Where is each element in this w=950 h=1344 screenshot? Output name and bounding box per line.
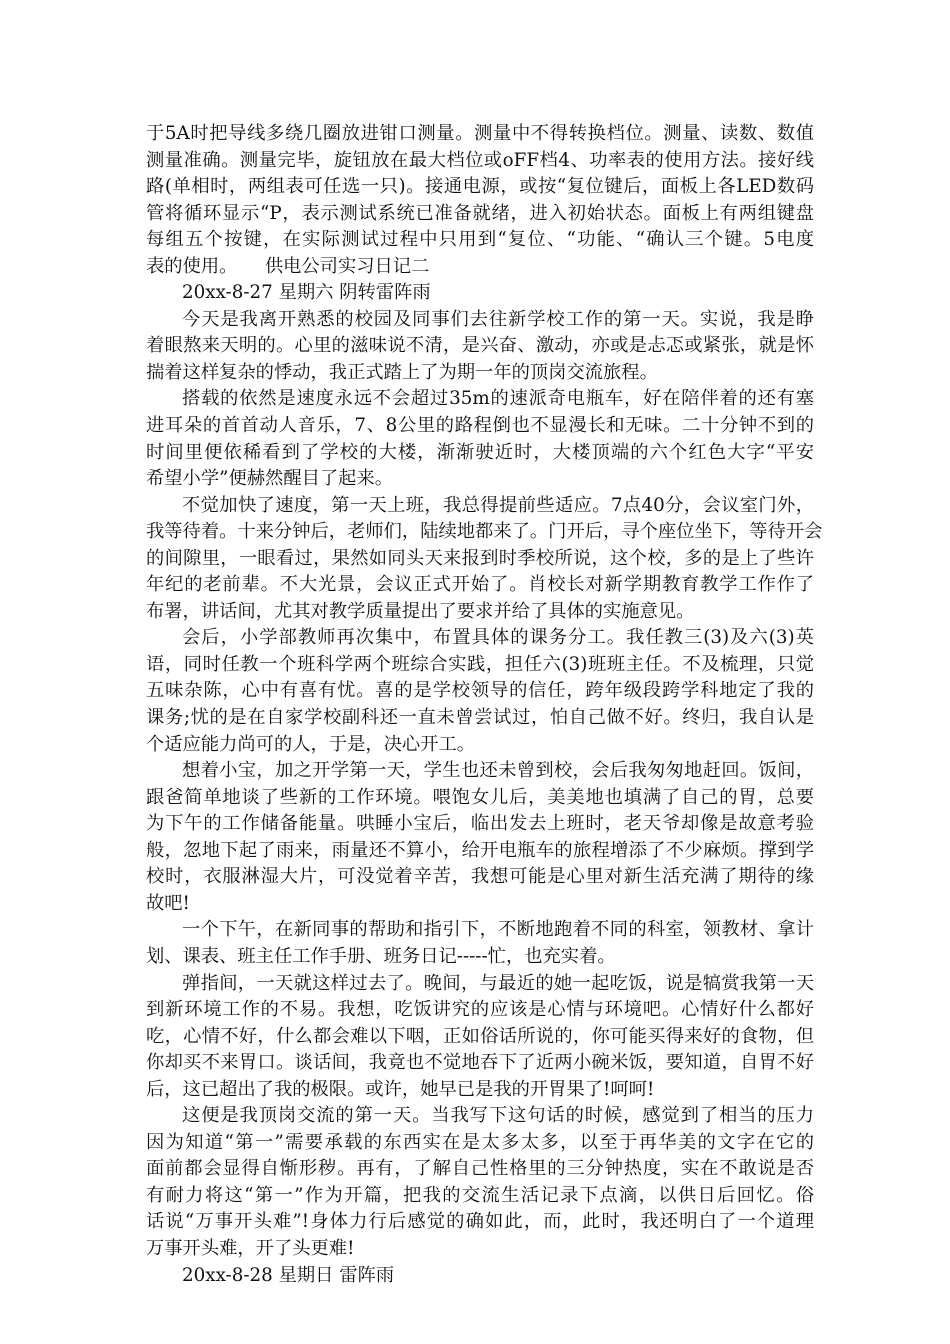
text-line: 话说“万事开头难”!身体力行后感觉的确如此，而，此时，我还明白了一个道理 — [146, 1211, 814, 1233]
text-line: 五味杂陈，心中有喜有忧。喜的是学校领导的信任，跨年级段跨学科地定了我的 — [146, 680, 814, 702]
text-line: 的间隙里，一眼看过，果然如同头天来报到时季校所说，这个校，多的是上了些许 — [146, 547, 814, 569]
text-line: 表的使用。 供电公司实习日记二 — [146, 255, 430, 277]
text-line: 今天是我离开熟悉的校园及同事们去往新学校工作的第一天。实说，我是睁 — [182, 308, 814, 330]
text-line: 有耐力将这“第一”作为开篇，把我的交流生活记录下点滴，以供日后回忆。俗 — [146, 1184, 814, 1206]
text-line: 着眼熬来天明的。心里的滋味说不清，是兴奋、激动，亦或是忐忑或紧张，就是怀 — [146, 335, 814, 357]
text-line: 个适应能力尚可的人，于是，决心开工。 — [146, 733, 476, 755]
text-line: 弹指间，一天就这样过去了。晚间，与最近的她一起吃饭，说是犒赏我第一天 — [182, 972, 814, 994]
text-line: 般，忽地下起了雨来，雨量还不算小，给开电瓶车的旅程增添了不少麻烦。撑到学 — [146, 839, 814, 861]
text-line: 划、课表、班主任工作手册、班务日记-----忙，也充实着。 — [146, 945, 616, 967]
text-line: 后，这已超出了我的极限。或许，她早已是我的开胃果了!呵呵! — [146, 1078, 655, 1100]
text-line: 不觉加快了速度，第一天上班，我总得提前些适应。7点40分，会议室门外， — [182, 494, 814, 516]
text-line: 时间里便依稀看到了学校的大楼，渐渐驶近时，大楼顶端的六个红色大字“平安 — [146, 441, 814, 463]
document-body — [146, 121, 823, 1289]
text-line: 揣着这样复杂的悸动，我正式踏上了为期一年的顶岗交流旅程。 — [146, 361, 658, 383]
text-line: 年纪的老前辈。不大光景，会议正式开始了。肖校长对新学期教育教学工作作了 — [146, 574, 814, 596]
text-line: 管将循环显示“P，表示测试系统已准备就绪，进入初始状态。面板上有两组键盘 — [146, 202, 814, 224]
text-line: 语，同时任教一个班科学两个班综合实践，担任六(3)班班主任。不及梳理，只觉 — [146, 653, 814, 675]
text-line: 布署，讲话间，尤其对教学质量提出了要求并给了具体的实施意见。 — [146, 600, 695, 622]
text-line: 因为知道“第一”需要承载的东西实在是太多太多，以至于再华美的文字在它的 — [146, 1131, 814, 1153]
text-line: 到新环境工作的不易。我想，吃饭讲究的应该是心情与环境吧。心情好什么都好 — [146, 999, 814, 1021]
text-line: 希望小学”便赫然醒目了起来。 — [146, 468, 394, 490]
text-line: 跟爸简单地谈了些新的工作环境。喂饱女儿后，美美地也填满了自己的胃，总要 — [146, 786, 814, 808]
text-line: 进耳朵的首首动人音乐，7、8公里的路程倒也不显漫长和无味。二十分钟不到的 — [146, 415, 814, 437]
text-line: 课务;忧的是在自家学校副科还一直未曾尝试过，怕自己做不好。终归，我自认是 — [146, 707, 814, 729]
text-line: 校时，衣服淋湿大片，可没觉着辛苦，我想可能是心里对新生活充满了期待的缘 — [146, 866, 814, 888]
text-line: 测量准确。测量完毕，旋钮放在最大档位或oFF档4、功率表的使用方法。接好线 — [146, 149, 814, 171]
text-line: 面前都会显得自惭形秽。再有，了解自己性格里的三分钟热度，实在不敢说是否 — [146, 1158, 814, 1180]
text-line: 这便是我顶岗交流的第一天。当我写下这句话的时候，感觉到了相当的压力 — [182, 1105, 814, 1127]
text-line: 我等待着。十来分钟后，老师们，陆续地都来了。门开后，寻个座位坐下，等待开会 — [146, 521, 823, 543]
text-line: 于5A时把导线多绕几圈放进钳口测量。测量中不得转换档位。测量、读数、数值 — [146, 123, 814, 144]
text-line: 你却买不来胃口。谈话间，我竟也不觉地吞下了近两小碗米饭，要知道，自胃不好 — [146, 1052, 814, 1074]
text-line: 会后，小学部教师再次集中，布置具体的课务分工。我任教三(3)及六(3)英 — [182, 627, 814, 649]
text-line: 想着小宝，加之开学第一天，学生也还未曾到校，会后我匆匆地赶回。饭间， — [182, 760, 814, 782]
text-line: 每组五个按键，在实际测试过程中只用到“复位、“功能、“确认三个键。5电度 — [146, 229, 814, 251]
text-line: 搭载的依然是速度永远不会超过35m的速派奇电瓶车，好在陪伴着的还有塞 — [182, 388, 814, 410]
text-line: 万事开头难，开了头更难! — [146, 1237, 355, 1259]
text-line: 一个下午，在新同事的帮助和指引下，不断地跑着不同的科室，领教材、拿计 — [182, 919, 814, 941]
text-line: 20xx-8-27 星期六 阴转雷阵雨 — [182, 282, 431, 304]
text-line: 吃，心情不好，什么都会难以下咽，正如俗话所说的，你可能买得来好的食物，但 — [146, 1025, 814, 1047]
text-line: 路(单相时，两组表可任选一只)。接通电源，或按“复位键后，面板上各LED数码 — [146, 176, 814, 198]
text-line: 为下午的工作储备能量。哄睡小宝后，临出发去上班时，老天爷却像是故意考验 — [146, 813, 814, 835]
text-line: 故吧! — [146, 892, 190, 914]
text-line: 20xx-8-28 星期日 雷阵雨 — [182, 1264, 395, 1286]
